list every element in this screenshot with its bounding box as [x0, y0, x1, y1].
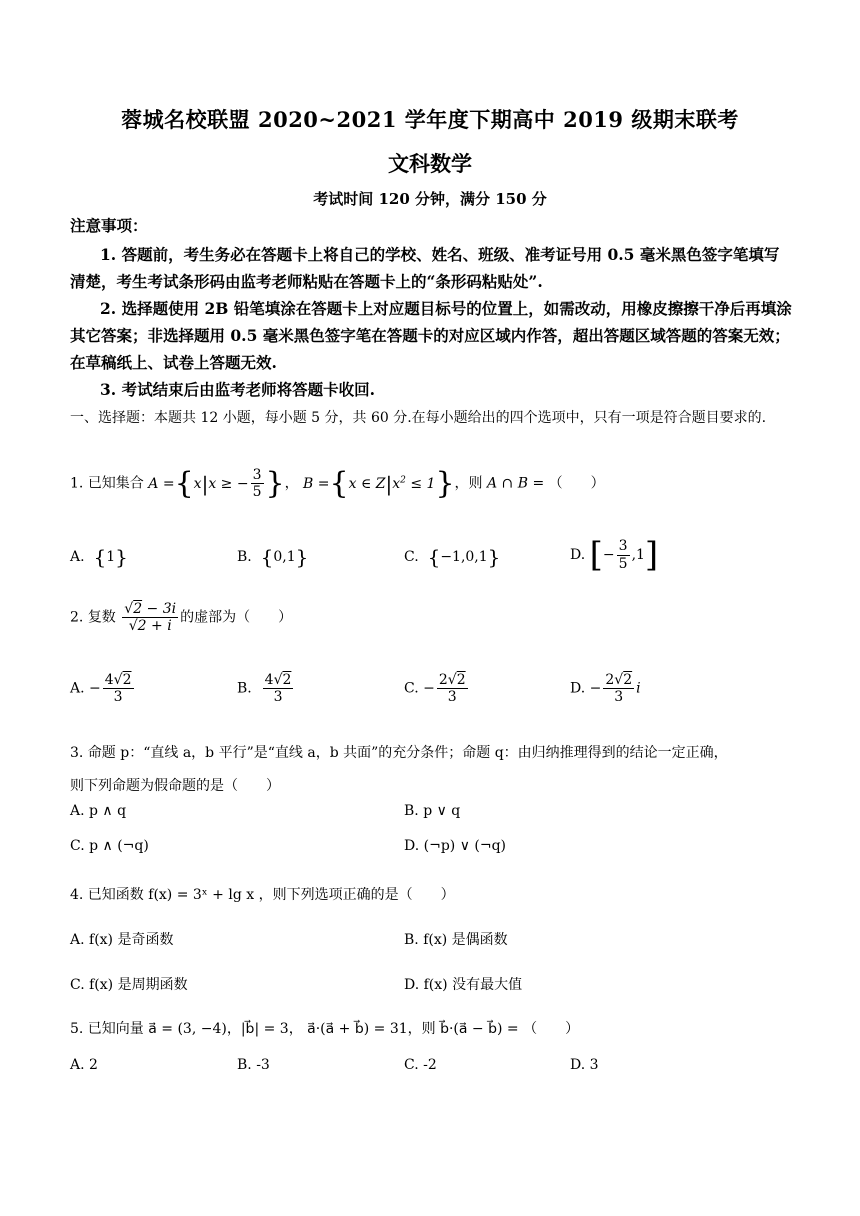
- question-2-number: 2.: [70, 609, 84, 626]
- q2-option-b-label: B.: [237, 680, 252, 697]
- question-2-text-b: 的虚部为（ ）: [180, 609, 293, 626]
- q2-option-b[interactable]: B. $\frac{4√2}{3}$: [237, 672, 292, 706]
- question-1-number: 1.: [70, 475, 84, 492]
- q2-option-c-label: C.: [404, 680, 419, 697]
- question-3-line-1: 3. 命题 p：“直线 a，b 平行”是“直线 a，b 共面”的充分条件；命题 q：由归纳推理得到的结论一定正确，: [70, 745, 728, 761]
- q1-option-c-label: C.: [404, 549, 419, 565]
- question-4: 4. 已知函数 f(x) = 3ˣ + lg x ，则下列选项正确的是（ ）: [70, 887, 455, 903]
- section-intro: 一、选择题：本题共 12 小题，每小题 5 分，共 60 分.在每小题给出的四个选项中，只有一项是符合题目要求的.: [70, 410, 767, 426]
- q3-option-b[interactable]: B. p ∨ q: [404, 803, 461, 819]
- q2-option-c[interactable]: C. − $\frac{2√2}{3}$: [404, 672, 466, 706]
- notes-heading: 注意事项：: [70, 216, 148, 235]
- question-1-text-b: ，则: [454, 475, 483, 492]
- question-1-paren: （ ）: [548, 475, 605, 492]
- q1-option-d[interactable]: D. [− $\frac{3}{5}$ ,1]: [570, 535, 659, 575]
- q1-intersection-formula: A ∩ B =: [486, 475, 545, 492]
- q2-complex-fraction: $\frac{√2 - 3i}{√2 + i}$: [124, 601, 177, 635]
- question-5: 5. 已知向量 a⃗ = (3, −4)，|b⃗| = 3， a⃗·(a⃗ + b⃗) = 31，则 b⃗·(a⃗ − b⃗) = （ ）: [70, 1021, 580, 1037]
- q1-option-b[interactable]: B. {0,1}: [237, 545, 309, 569]
- q4-option-a[interactable]: A. f(x) 是奇函数: [70, 932, 174, 948]
- q1-set-a-formula: A ={x|x ≥ − $\frac{3}{5}$ }: [148, 465, 285, 501]
- question-1-text: 已知集合: [87, 475, 144, 492]
- q1-option-c[interactable]: C. {−1,0,1}: [404, 545, 501, 569]
- q1-option-b-label: B.: [237, 549, 252, 565]
- q3-option-d[interactable]: D. (¬p) ∨ (¬q): [404, 838, 507, 854]
- q1-option-d-label: D.: [570, 547, 586, 563]
- q2-option-a-label: A.: [70, 680, 85, 697]
- exam-time-info: 考试时间 120 分钟，满分 150 分: [313, 190, 547, 208]
- question-2-text: 复数: [87, 609, 116, 626]
- q2-option-a[interactable]: A. − $\frac{4√2}{3}$: [70, 672, 132, 706]
- q1-option-a[interactable]: A. {1}: [70, 545, 128, 569]
- q5-option-b[interactable]: B. -3: [237, 1057, 270, 1073]
- question-3-line-2: 则下列命题为假命题的是（ ）: [70, 778, 280, 794]
- q1-set-b-formula: B ={x ∈ $Z|x^2 \le 1$}: [303, 465, 455, 501]
- q3-option-a[interactable]: A. p ∧ q: [70, 803, 127, 819]
- q5-option-d[interactable]: D. 3: [570, 1057, 599, 1073]
- note-item-3: 3. 考试结束后由监考老师将答题卡收回.: [100, 380, 375, 399]
- q4-option-d[interactable]: D. f(x) 没有最大值: [404, 977, 523, 993]
- q5-option-a[interactable]: A. 2: [70, 1057, 98, 1073]
- exam-title: 蓉城名校联盟 2020~2021 学年度下期高中 2019 级期末联考: [121, 107, 739, 132]
- exam-subject: 文科数学: [388, 151, 472, 176]
- q4-option-c[interactable]: C. f(x) 是周期函数: [70, 977, 188, 993]
- question-1: 1. 已知集合 A ={x|x ≥ − $\frac{3}{5}$ }， B ={x ∈ $Z|x^2 \le 1$}，则 A ∩ B = （ ）: [70, 465, 605, 501]
- note-item-1: 1. 答题前，考生务必在答题卡上将自己的学校、姓名、班级、准考证号用 0.5 毫米黑色签字笔填写清楚，考生考试条形码由监考老师粘贴在答题卡上的“条形码粘贴处”.: [70, 245, 780, 291]
- q1-option-a-label: A.: [70, 549, 85, 565]
- q2-option-d[interactable]: D. − $\frac{2√2}{3}$ i: [570, 672, 641, 706]
- q3-option-c[interactable]: C. p ∧ (¬q): [70, 838, 149, 854]
- q2-option-d-label: D.: [570, 680, 586, 697]
- question-2: [70, 601, 292, 634]
- q4-option-b[interactable]: B. f(x) 是偶函数: [404, 932, 508, 948]
- q5-option-c[interactable]: C. -2: [404, 1057, 437, 1073]
- note-item-2: 2. 选择题使用 2B 铅笔填涂在答题卡上对应题目标号的位置上，如需改动，用橡皮擦擦干净后再填涂其它答案；非选择题用 0.5 毫米黑色签字笔在答题卡的对应区域内作答，超出答题区域答题的答案无效；在草稿纸上、试卷上答题无效.: [70, 299, 792, 372]
